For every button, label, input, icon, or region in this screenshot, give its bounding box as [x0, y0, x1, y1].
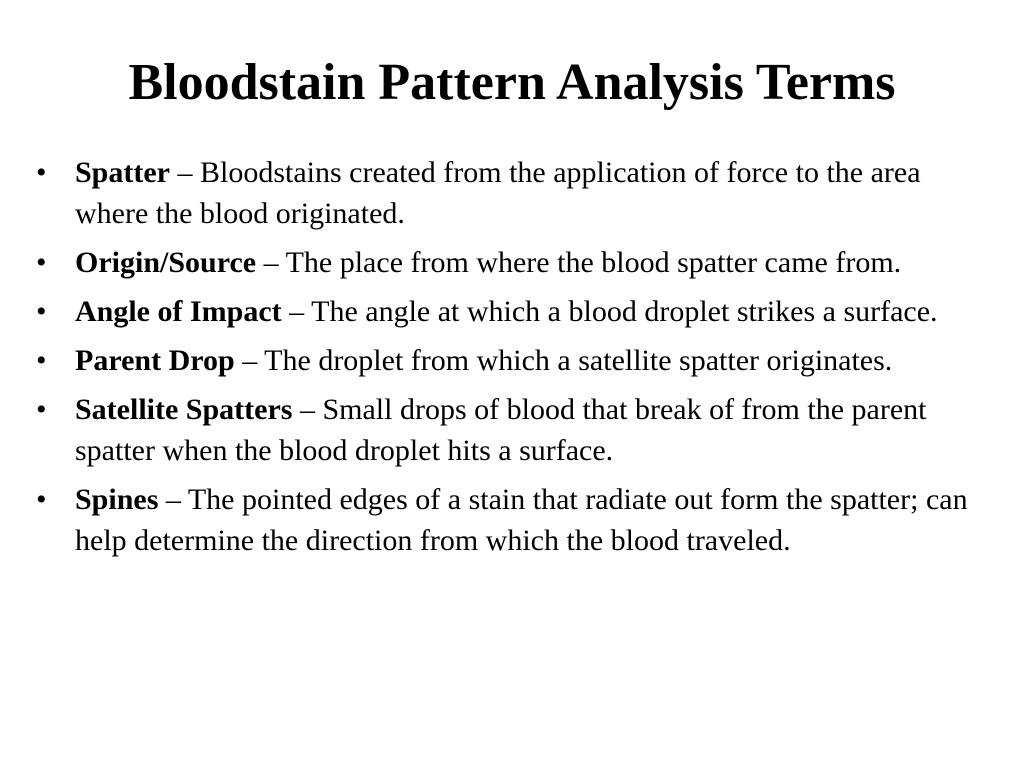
term-name: Spatter [75, 156, 170, 189]
term-name: Spines [75, 483, 159, 516]
term-definition: – The angle at which a blood droplet strikes a surface. [281, 295, 938, 328]
bullet-icon: • [36, 156, 47, 189]
bullet-icon: • [36, 295, 47, 328]
bullet-icon: • [36, 344, 47, 377]
bullet-icon: • [36, 393, 47, 426]
term-name: Parent Drop [75, 344, 235, 377]
list-item-parent-drop [0, 340, 1000, 381]
term-list [0, 152, 1000, 569]
list-item-satellite-spatters [0, 389, 1000, 471]
list-item-angle-of-impact [0, 291, 1000, 332]
term-definition: – The droplet from which a satellite spatter originates. [234, 344, 893, 377]
term-name: Origin/Source [75, 246, 257, 279]
list-item-origin-source [0, 242, 1000, 283]
term-name: Satellite Spatters [75, 393, 293, 426]
bullet-icon: • [36, 483, 47, 516]
list-item-spines [0, 479, 1000, 561]
bullet-icon: • [36, 246, 47, 279]
term-definition: – The pointed edges of a stain that radiate out form the spatter; can help determine the direction from which the blood traveled. [75, 483, 968, 557]
term-name: Angle of Impact [75, 295, 282, 328]
term-definition: – Small drops of blood that break of from the parent spatter when the blood droplet hits a surface. [75, 393, 927, 467]
term-definition: – Bloodstains created from the application of force to the area where the blood originated. [75, 156, 921, 230]
list-item-spatter [0, 152, 1000, 234]
slide-title: Bloodstain Pattern Analysis Terms [128, 54, 896, 111]
term-definition: – The place from where the blood spatter came from. [256, 246, 902, 279]
